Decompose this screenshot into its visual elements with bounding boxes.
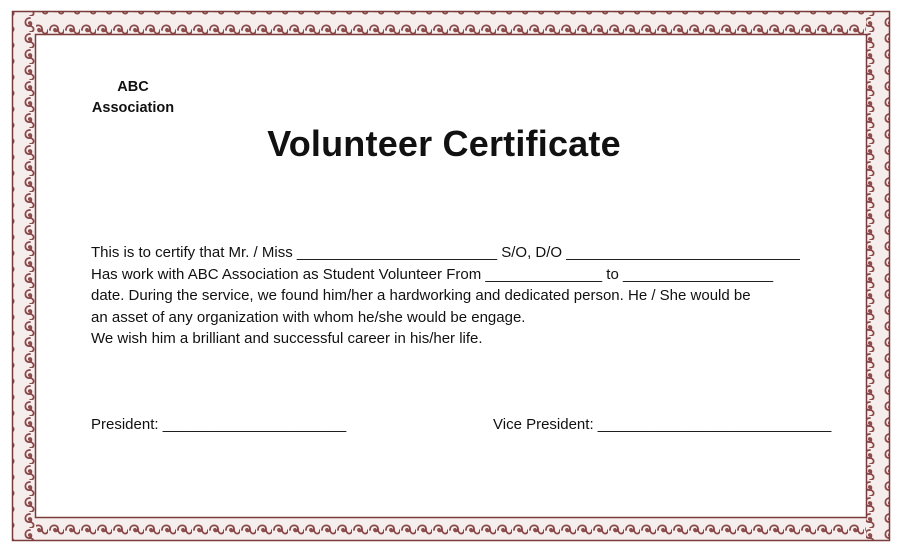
certificate-body [91, 242, 821, 350]
organization-name-line-2: Association [91, 100, 175, 116]
vice-president-signature-line: Vice President: ____________________________ [493, 416, 832, 433]
organization-name [88, 77, 178, 119]
body-line: an asset of any organization with whom he/she would be engage. [91, 308, 526, 326]
president-signature-line: President: ______________________ [91, 416, 347, 433]
organization-name-line-1: ABC [117, 79, 149, 95]
body-line: We wish him a brilliant and successful career in his/her life. [91, 330, 483, 347]
body-line: This is to certify that Mr. / Miss ________________________ S/O, D/O ____________________________ [91, 244, 800, 261]
body-line: date. During the service, we found him/her a hardworking and dedicated person. He / She would be [91, 287, 751, 304]
body-line: Has work with ABC Association as Student Volunteer From ______________ to __________________ [91, 265, 774, 283]
certificate-title: Volunteer Certificate [267, 123, 621, 164]
